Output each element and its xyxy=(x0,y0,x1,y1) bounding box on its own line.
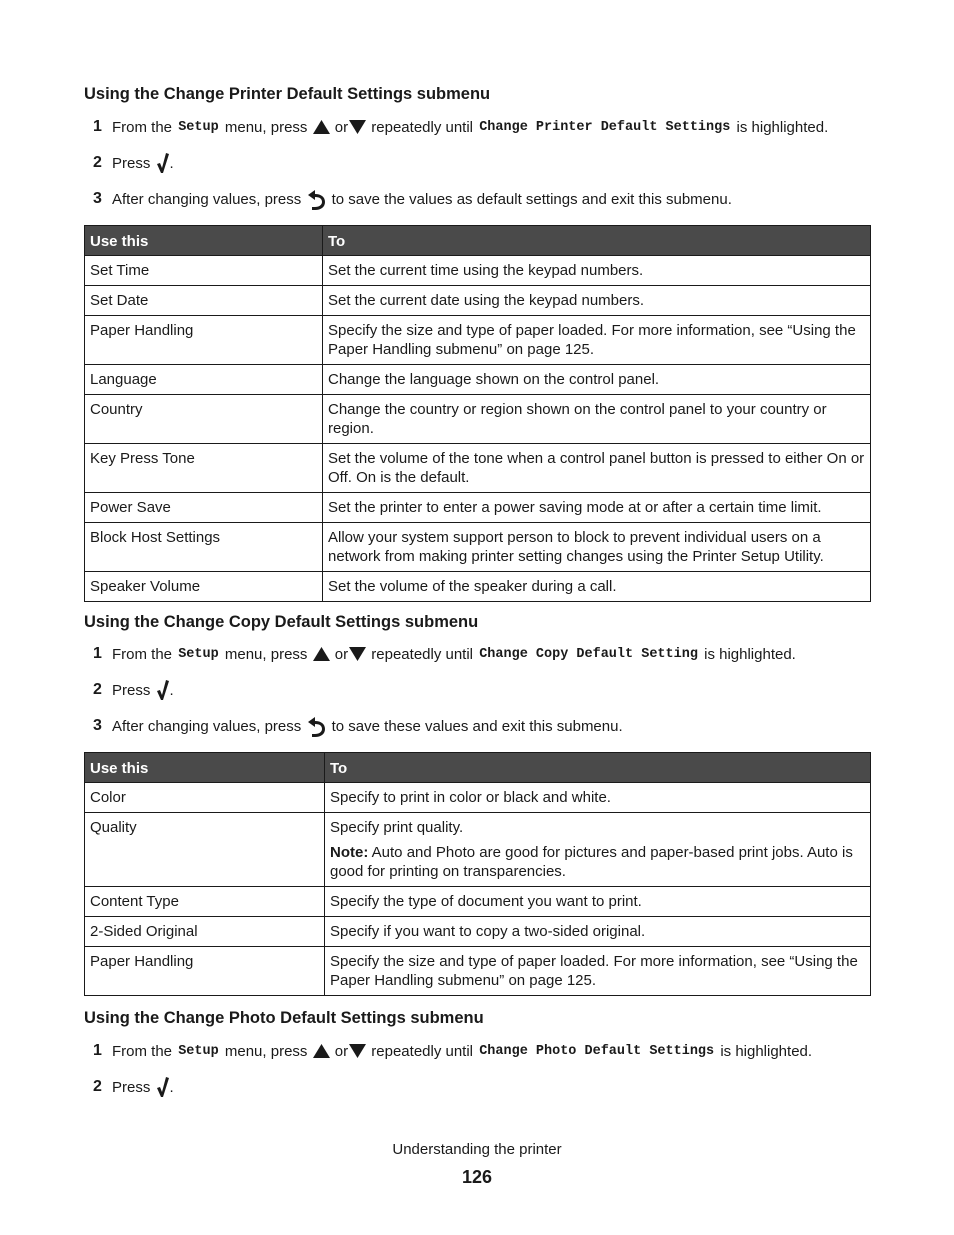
setting-description: Set the current date using the keypad numbers. xyxy=(323,286,871,316)
setting-name: Speaker Volume xyxy=(85,572,323,602)
setting-name: Block Host Settings xyxy=(85,523,323,572)
table-row xyxy=(85,783,871,813)
settings-table-printer xyxy=(84,225,871,602)
menu-name: Setup xyxy=(178,646,219,662)
table-row xyxy=(85,493,871,523)
table-row xyxy=(85,256,871,286)
table-row xyxy=(85,365,871,395)
setting-name: Set Date xyxy=(85,286,323,316)
page-number: 126 xyxy=(461,1167,493,1187)
step-3 xyxy=(93,715,623,737)
step-text: After changing values, press xyxy=(112,717,302,735)
setting-name: Paper Handling xyxy=(85,316,323,365)
column-header: Use this xyxy=(85,226,323,256)
step-3 xyxy=(93,188,732,210)
section-heading-copy: Using the Change Copy Default Settings submenu xyxy=(84,613,479,631)
step-text: After changing values, press xyxy=(112,190,302,208)
table-header-row xyxy=(85,226,871,256)
step-text: is highlighted. xyxy=(736,118,829,136)
setting-description xyxy=(325,813,871,887)
setting-description: Change the language shown on the control panel. xyxy=(323,365,871,395)
setting-description: Specify to print in color or black and white. xyxy=(325,783,871,813)
menu-name: Setup xyxy=(178,1043,219,1059)
step-number: 3 xyxy=(93,717,102,734)
arrow-down-icon xyxy=(349,120,366,134)
table-row xyxy=(85,947,871,996)
step-text: repeatedly until xyxy=(371,645,474,663)
back-arrow-icon xyxy=(306,716,326,737)
setting-name: Paper Handling xyxy=(85,947,325,996)
menu-target: Change Printer Default Settings xyxy=(479,119,731,135)
setting-name: Color xyxy=(85,783,325,813)
table-row xyxy=(85,572,871,602)
step-text: From the xyxy=(112,118,173,136)
arrow-down-icon xyxy=(349,1044,366,1058)
step-text: is highlighted. xyxy=(720,1042,813,1060)
step-text: menu, press xyxy=(224,645,308,663)
checkmark-icon xyxy=(156,680,169,700)
setting-name: Set Time xyxy=(85,256,323,286)
arrow-down-icon xyxy=(349,647,366,661)
footer-label: Understanding the printer xyxy=(392,1141,562,1158)
step-number: 1 xyxy=(93,1042,102,1059)
setting-name: Power Save xyxy=(85,493,323,523)
step-text: repeatedly until xyxy=(371,1042,474,1060)
setting-name: Language xyxy=(85,365,323,395)
column-header: To xyxy=(323,226,871,256)
note-text: Auto and Photo are good for pictures and paper-based print jobs. Auto is good for printing on transparencies. xyxy=(330,844,853,880)
step-2: 2 Press . xyxy=(93,681,174,699)
step-text: or xyxy=(334,645,349,663)
setting-name: Content Type xyxy=(85,887,325,917)
table-row xyxy=(85,316,871,365)
step-text: Press xyxy=(112,681,151,699)
step-text: Press xyxy=(112,1078,151,1096)
menu-target: Change Copy Default Setting xyxy=(479,646,698,662)
step-1 xyxy=(93,116,828,138)
settings-table-copy xyxy=(84,752,871,996)
setting-description: Specify the size and type of paper loaded. For more information, see “Using the Paper Handling submenu” on page 125. xyxy=(325,947,871,996)
checkmark-icon xyxy=(156,153,169,173)
table-row xyxy=(85,444,871,493)
arrow-up-icon xyxy=(313,1044,330,1058)
menu-target: Change Photo Default Settings xyxy=(479,1043,715,1059)
note xyxy=(330,843,865,881)
step-number: 2 xyxy=(93,1078,102,1095)
step-text: to save these values and exit this submenu. xyxy=(331,717,623,735)
step-text: menu, press xyxy=(224,118,308,136)
setting-name: Country xyxy=(85,395,323,444)
arrow-up-icon xyxy=(313,120,330,134)
setting-description: Allow your system support person to block to prevent individual users on a network from making printer setting changes using the Printer Setup Utility. xyxy=(323,523,871,572)
description-text: Specify print quality. xyxy=(330,819,464,836)
checkmark-icon xyxy=(156,1077,169,1097)
section-heading-printer: Using the Change Printer Default Settings submenu xyxy=(84,85,491,103)
step-1 xyxy=(93,643,796,665)
column-header: To xyxy=(325,753,871,783)
step-number: 1 xyxy=(93,118,102,135)
section-heading-photo: Using the Change Photo Default Settings submenu xyxy=(84,1009,484,1027)
setting-description: Specify the type of document you want to print. xyxy=(325,887,871,917)
table-header-row xyxy=(85,753,871,783)
step-number: 1 xyxy=(93,645,102,662)
table-row xyxy=(85,813,871,887)
table-row xyxy=(85,887,871,917)
step-text: menu, press xyxy=(224,1042,308,1060)
setting-description: Set the volume of the speaker during a call. xyxy=(323,572,871,602)
setting-description: Set the printer to enter a power saving mode at or after a certain time limit. xyxy=(323,493,871,523)
step-text: repeatedly until xyxy=(371,118,474,136)
step-2: 2 Press . xyxy=(93,154,174,172)
step-text: From the xyxy=(112,645,173,663)
table-row xyxy=(85,523,871,572)
setting-name: Key Press Tone xyxy=(85,444,323,493)
step-text: or xyxy=(334,118,349,136)
step-text: is highlighted. xyxy=(704,645,796,663)
note-label: Note: xyxy=(330,844,369,861)
step-number: 2 xyxy=(93,681,102,698)
setting-description: Set the volume of the tone when a control panel button is pressed to either On or Off. On is the default. xyxy=(323,444,871,493)
step-text: From the xyxy=(112,1042,173,1060)
setting-description: Set the current time using the keypad numbers. xyxy=(323,256,871,286)
step-text: to save the values as default settings and exit this submenu. xyxy=(331,190,732,208)
step-number: 3 xyxy=(93,190,102,207)
back-arrow-icon xyxy=(306,189,326,210)
setting-description: Specify if you want to copy a two-sided original. xyxy=(325,917,871,947)
setting-name: Quality xyxy=(85,813,325,887)
step-1 xyxy=(93,1040,812,1062)
setting-description: Change the country or region shown on the control panel to your country or region. xyxy=(323,395,871,444)
setting-description: Specify the size and type of paper loaded. For more information, see “Using the Paper Handling submenu” on page 125. xyxy=(323,316,871,365)
step-2: 2 Press . xyxy=(93,1078,174,1096)
step-text: Press xyxy=(112,154,151,172)
column-header: Use this xyxy=(85,753,325,783)
table-row xyxy=(85,286,871,316)
table-row xyxy=(85,917,871,947)
step-number: 2 xyxy=(93,154,102,171)
menu-name: Setup xyxy=(178,119,219,135)
table-row xyxy=(85,395,871,444)
arrow-up-icon xyxy=(313,647,330,661)
step-text: or xyxy=(334,1042,349,1060)
setting-name: 2-Sided Original xyxy=(85,917,325,947)
